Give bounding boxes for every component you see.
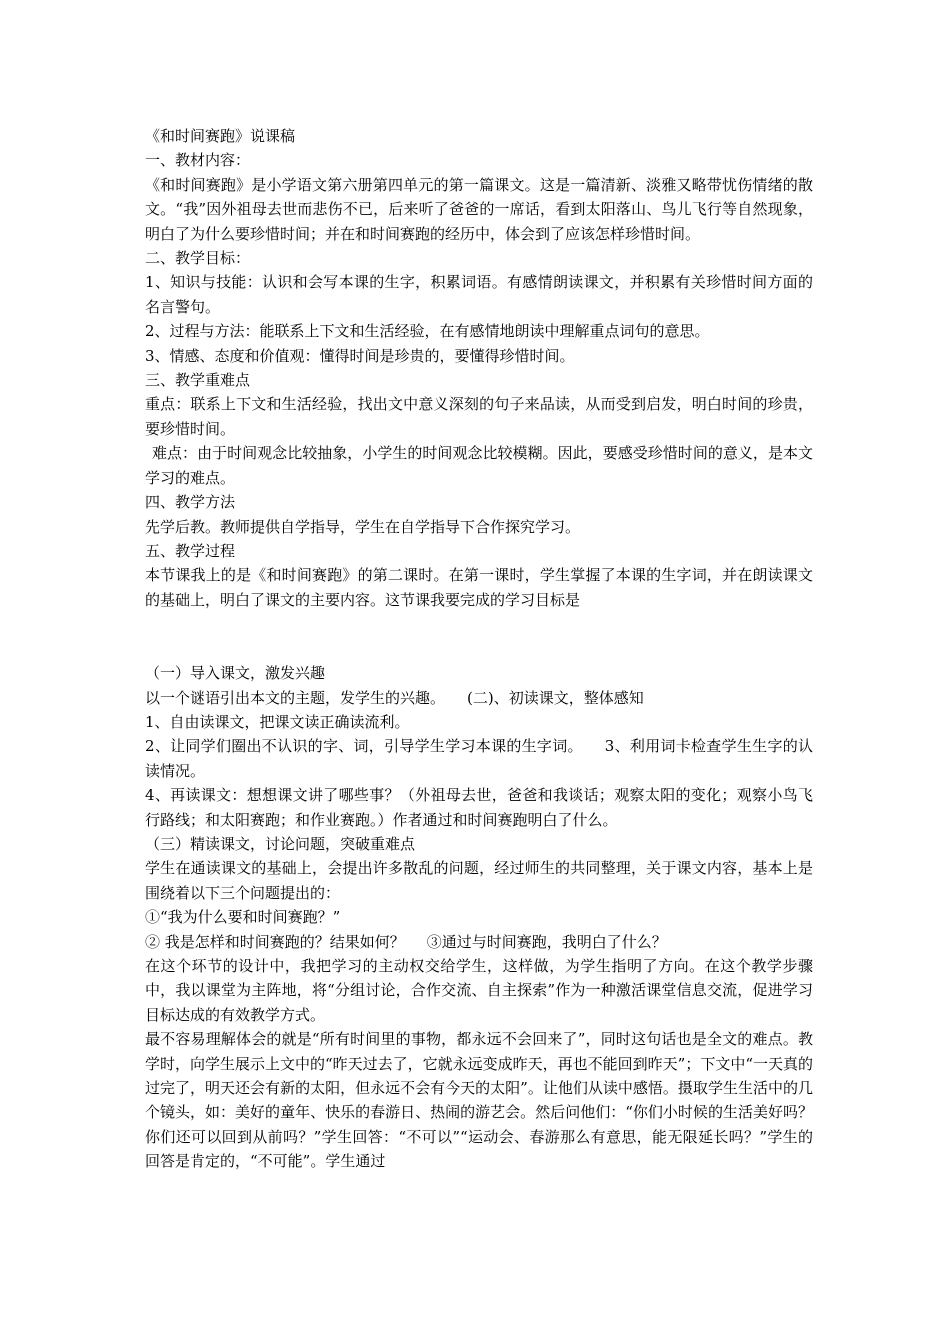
- document-title: 《和时间赛跑》说课稿: [145, 127, 296, 145]
- step-heading-close-read: （三）精读课文，讨论问题，突破重难点: [145, 834, 416, 853]
- blank-gap: [145, 612, 813, 661]
- step-intro-text: 以一个谜语引出本文的主题，发学生的兴趣。: [145, 688, 446, 707]
- paragraph-difficulty-teaching: 最不容易理解体会的就是“所有时间里的事物，都永远不会回来了”，同时这句话也是全文的难点。教学时，向学生展示上文中的“昨天过去了，它就永远变成昨天，再也不能回到昨天”；下文中“一天真的过完了，明天还会有新的太阳，但永远不会有今天的太阳”。让他们从读中感悟。摄取学生生活中的几个镜头，如：美好的童年、快乐的春游日、热闹的游艺会。然后问他们：“你们小时候的生活美好吗？你们还可以回到从前吗？”学生回答：“不可以”“运动会、春游那么有意思，能无限延长吗？”学生的回答是肯定的，“不可能”。学生通过: [145, 1030, 814, 1171]
- first-read-item-3: 3、利用词卡检查学生生字的认读情况。: [145, 737, 814, 780]
- paragraph-materials: 《和时间赛跑》是小学语文第六册第四单元的第一篇课文。这是一篇清新、淡雅又略带忧伤情绪的散文。“我”因外祖母去世而悲伤不已，后来听了爸爸的一席话，看到太阳落山、鸟儿飞行等自然现象，明白了为什么要珍惜时间；并在和时间赛跑的经历中，体会到了应该怎样珍惜时间。: [145, 175, 813, 243]
- goal-process: 2、过程与方法：能联系上下文和生活经验，在有感情地朗读中理解重点词句的意思。: [145, 322, 710, 341]
- goal-values: 3、情感、态度和价值观：懂得时间是珍贵的，要懂得珍惜时间。: [145, 346, 575, 365]
- section-heading-process: 五、教学过程: [145, 541, 236, 560]
- goal-knowledge: 1、知识与技能：认识和会写本课的生字，积累词语。有感情朗读课文，并积累有关珍惜时间方面的名言警句。: [145, 273, 813, 316]
- section-heading-goals: 二、教学目标：: [145, 249, 251, 268]
- first-read-items-2-3: [145, 734, 813, 783]
- question-1: ①“我为什么要和时间赛跑？”: [145, 908, 341, 927]
- section-heading-methods: 四、教学方法: [145, 493, 236, 512]
- paragraph-methods: 先学后教。教师提供自学指导，学生在自学指导下合作探究学习。: [145, 517, 581, 536]
- paragraph-process: 本节课我上的是《和时间赛跑》的第二课时。在第一课时，学生掌握了本课的生字词，并在朗读课文的基础上，明白了课文的主要内容。这节课我要完成的学习目标是: [145, 566, 813, 609]
- document-body: [145, 124, 813, 1174]
- paragraph-difficult-point: 难点：由于时间观念比较抽象，小学生的时间观念比较模糊。因此，要感受珍惜时间的意义，是本文学习的难点。: [145, 444, 813, 487]
- paragraph-step-intro: [145, 686, 813, 710]
- paragraph-design: 在这个环节的设计中，我把学习的主动权交给学生，这样做，为学生指明了方向。在这个教学步骤中，我以课堂为主阵地，将“分组讨论，合作交流、自主探索”作为一种激活课堂信息交流，促进学习目标达成的有效教学方式。: [145, 957, 813, 1024]
- questions-2-3: [145, 930, 813, 954]
- section-heading-key-points: 三、教学重难点: [145, 371, 251, 390]
- paragraph-close-read-intro: 学生在通读课文的基础上，会提出许多散乱的问题，经过师生的共同整理，关于课文内容，基本上是围绕着以下三个问题提出的：: [145, 859, 813, 902]
- step-heading-first-read: (二)、初读课文，整体感知: [467, 688, 644, 707]
- paragraph-key-point: 重点：联系上下文和生活经验，找出文中意义深刻的句子来品读，从而受到启发，明白时间的珍贵，要珍惜时间。: [145, 395, 813, 438]
- first-read-item-4: 4、再读课文：想想课文讲了哪些事？（外祖母去世，爸爸和我谈话；观察太阳的变化；观察小鸟飞行路线；和太阳赛跑；和作业赛跑。）作者通过和时间赛跑明白了什么。: [145, 786, 813, 829]
- first-read-item-2: 2、让同学们圈出不认识的字、词，引导学生学习本课的生字词。: [145, 737, 583, 756]
- first-read-item-1: 1、自由读课文，把课文读正确读流利。: [145, 712, 410, 731]
- step-heading-intro: （一）导入课文，激发兴趣: [145, 664, 326, 683]
- question-3: ③通过与时间赛跑，我明白了什么？: [426, 932, 667, 951]
- question-2: ② 我是怎样和时间赛跑的？结果如何？: [145, 932, 405, 951]
- section-heading-materials: 一、教材内容：: [145, 151, 251, 170]
